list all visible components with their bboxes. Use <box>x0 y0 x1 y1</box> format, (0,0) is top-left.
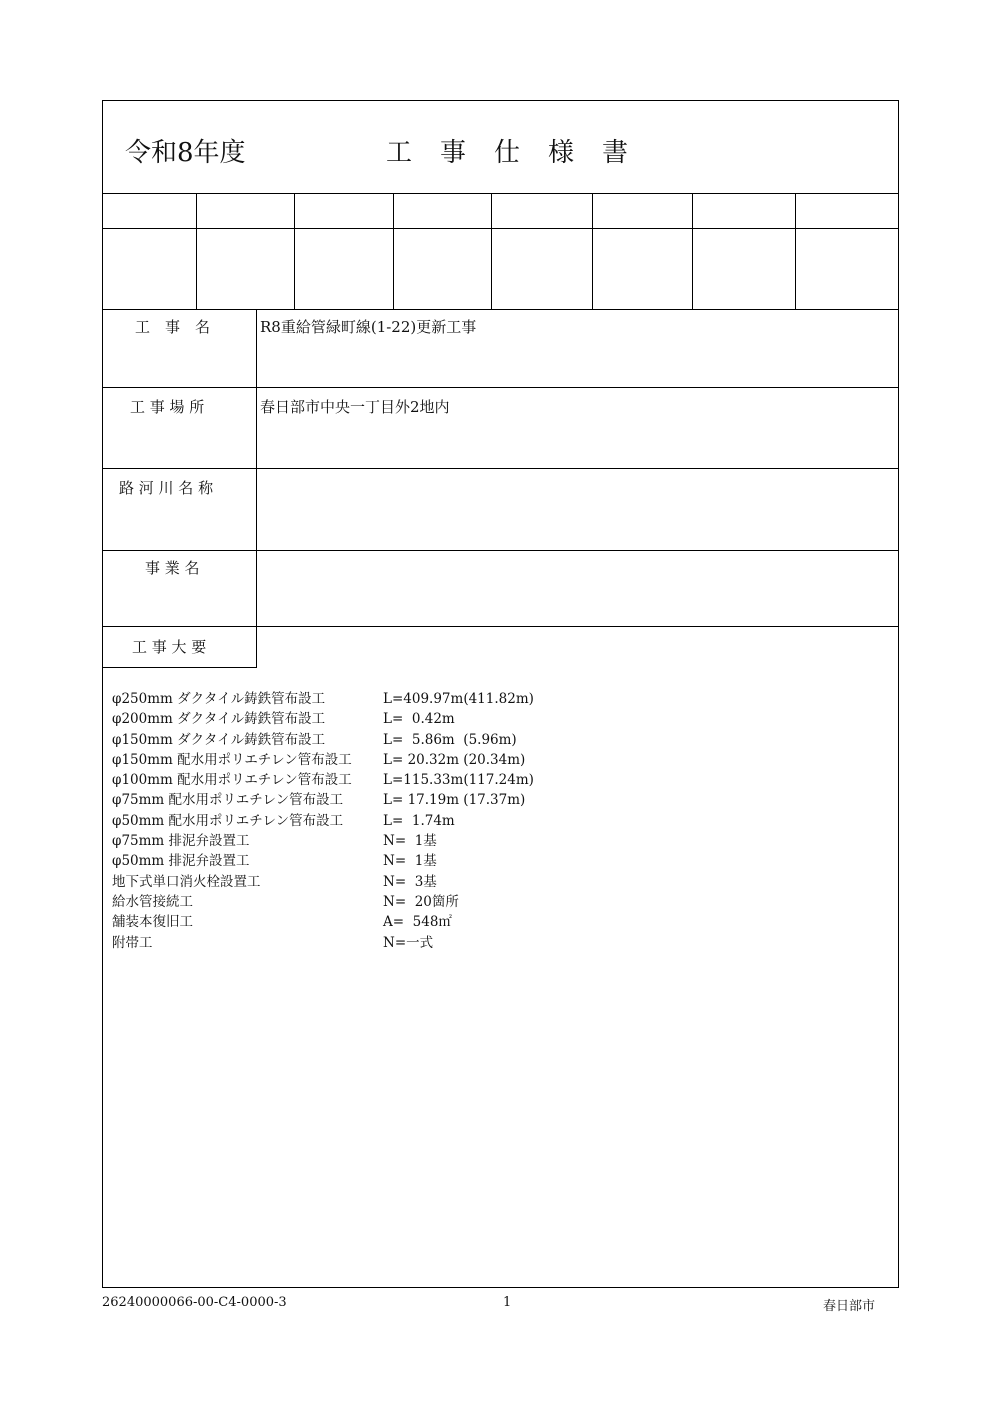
title-char: 書 <box>602 138 629 168</box>
item-description: φ200mm ダクタイル鋳鉄管布設工 <box>112 711 326 728</box>
item-description: φ75mm 配水用ポリエチレン管布設工 <box>112 792 344 809</box>
item-description: φ50mm 排泥弁設置工 <box>112 853 250 870</box>
item-quantity: L=409.97m(411.82m) <box>383 691 534 707</box>
item-quantity: L= 17.19m (17.37m) <box>383 792 526 809</box>
document-title <box>386 132 656 169</box>
item-quantity: L= 5.86m (5.96m) <box>383 731 517 748</box>
title-char: 工 <box>386 138 413 168</box>
item-quantity: N= 1基 <box>383 833 437 850</box>
stamp-grid-divider <box>196 193 197 309</box>
info-table-divider <box>256 309 257 668</box>
info-table-line <box>102 468 899 469</box>
item-quantity: N= 3基 <box>383 873 437 890</box>
stamp-grid-divider <box>795 193 796 309</box>
stamp-grid-divider <box>294 193 295 309</box>
item-description: φ75mm 排泥弁設置工 <box>112 833 250 850</box>
stamp-grid-divider <box>393 193 394 309</box>
item-description: 舗装本復旧工 <box>112 914 193 931</box>
item-description: 附帯工 <box>112 934 153 951</box>
item-quantity: L= 0.42m <box>383 711 455 728</box>
issuer-name: 春日部市 <box>823 1299 876 1314</box>
construction-name-value: R8重給管緑町線(1-22)更新工事 <box>260 318 477 336</box>
item-description: φ250mm ダクタイル鋳鉄管布設工 <box>112 691 326 707</box>
item-quantity: A= 548㎡ <box>383 914 452 931</box>
page-number: 1 <box>503 1295 512 1310</box>
item-quantity: L=115.33m(117.24m) <box>383 772 534 789</box>
info-table-line <box>102 387 899 388</box>
stamp-grid-bottom-line <box>102 309 899 310</box>
construction-site-value: 春日部市中央一丁目外2地内 <box>260 398 450 416</box>
item-quantity: L= 1.74m <box>383 812 455 829</box>
item-description: φ150mm 配水用ポリエチレン管布設工 <box>112 751 352 768</box>
title-char: 事 <box>440 138 467 168</box>
item-description: φ50mm 配水用ポリエチレン管布設工 <box>112 812 344 829</box>
construction-summary-label: 工 事 大 要 <box>132 638 207 656</box>
title-char: 仕 <box>494 138 521 168</box>
construction-site-label: 工 事 場 所 <box>130 398 205 416</box>
summary-label-line <box>102 667 257 668</box>
road-river-name-label: 路 河 川 名 称 <box>119 479 214 497</box>
item-description: φ100mm 配水用ポリエチレン管布設工 <box>112 772 352 789</box>
stamp-grid-divider <box>592 193 593 309</box>
item-quantity: N= 20箇所 <box>383 893 459 910</box>
construction-name-label: 工 事 名 <box>135 318 211 336</box>
item-description: 給水管接続工 <box>112 893 193 910</box>
stamp-grid-divider <box>491 193 492 309</box>
info-table-line <box>102 550 899 551</box>
fiscal-year: 令和8年度 <box>125 138 246 168</box>
item-quantity: N=一式 <box>383 934 434 951</box>
stamp-grid-mid-line <box>102 228 899 229</box>
stamp-grid-top-line <box>102 193 899 194</box>
info-table-line <box>102 626 899 627</box>
item-quantity: N= 1基 <box>383 853 437 870</box>
item-description: φ150mm ダクタイル鋳鉄管布設工 <box>112 731 326 748</box>
stamp-grid-divider <box>692 193 693 309</box>
document-id: 26240000066-00-C4-0000-3 <box>102 1295 287 1310</box>
project-name-label: 事 業 名 <box>145 559 200 577</box>
item-quantity: L= 20.32m (20.34m) <box>383 751 526 768</box>
item-description: 地下式単口消火栓設置工 <box>112 873 261 890</box>
title-char: 様 <box>548 138 575 168</box>
